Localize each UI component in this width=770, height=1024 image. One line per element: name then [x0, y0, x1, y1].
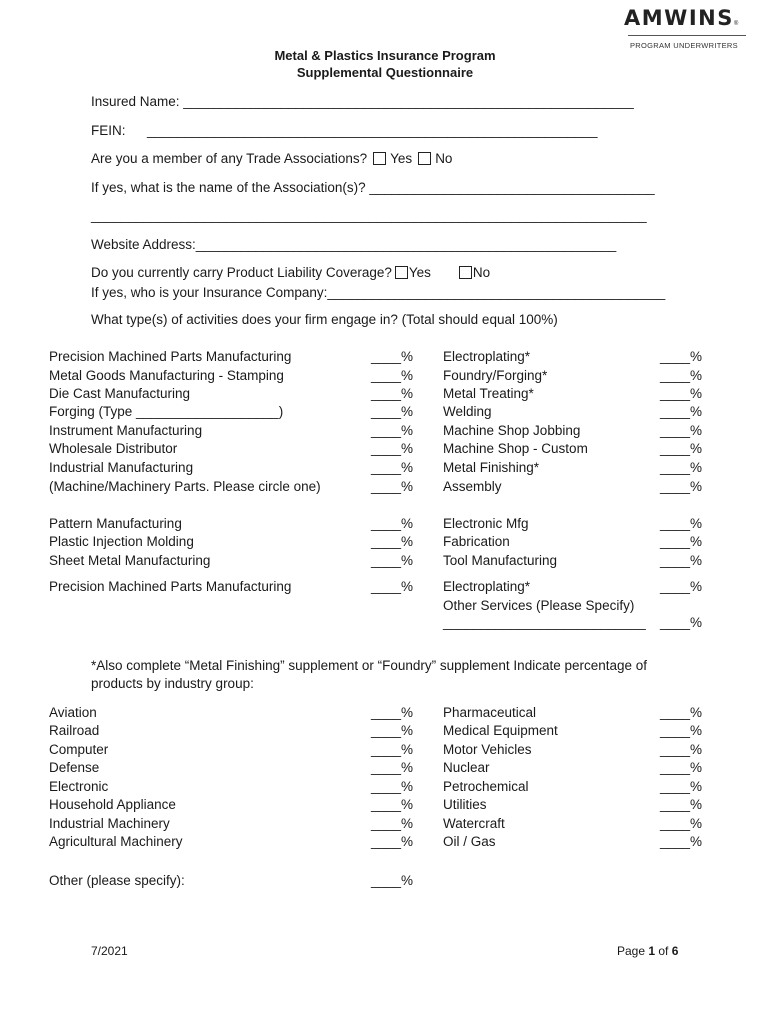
- supplement-note-line2: products by industry group:: [91, 676, 254, 691]
- product-liability-question: [91, 265, 490, 280]
- activity-label: Assembly: [443, 479, 502, 494]
- fein-label: FEIN:: [91, 123, 126, 138]
- activities-question: What type(s) of activities does your firm engage in? (Total should equal 100%): [91, 312, 558, 327]
- activity-label: Fabrication: [443, 534, 510, 549]
- industry-label: Pharmaceutical: [443, 705, 537, 720]
- percent-field[interactable]: ____%: [371, 797, 414, 812]
- percent-field[interactable]: ____%: [660, 553, 703, 568]
- industry-label: Oil / Gas: [443, 834, 496, 849]
- percent-field[interactable]: ____%: [371, 873, 414, 888]
- percent-field[interactable]: ____%: [660, 404, 703, 419]
- industry-label: Household Appliance: [49, 797, 176, 812]
- industry-label: Agricultural Machinery: [49, 834, 183, 849]
- percent-field[interactable]: ____%: [660, 479, 703, 494]
- percent-field[interactable]: ____%: [371, 760, 414, 775]
- trade-association-label: Are you a member of any Trade Associations?: [91, 151, 368, 166]
- trade-no-checkbox[interactable]: [418, 152, 431, 165]
- activity-label: Electronic Mfg: [443, 516, 529, 531]
- percent-field[interactable]: ____%: [371, 553, 414, 568]
- page-of: of: [655, 944, 672, 958]
- percent-field[interactable]: ____%: [660, 779, 703, 794]
- percent-field[interactable]: ____%: [371, 742, 414, 757]
- activity-label: Tool Manufacturing: [443, 553, 558, 568]
- activity-label: Die Cast Manufacturing: [49, 386, 191, 401]
- percent-field[interactable]: ____%: [660, 705, 703, 720]
- percent-field[interactable]: ____%: [660, 615, 703, 630]
- activity-label: Machine Shop - Custom: [443, 441, 588, 456]
- percent-field[interactable]: ____%: [660, 816, 703, 831]
- website-field[interactable]: Website Address:________________________________________________________: [91, 237, 617, 252]
- liability-yes-label: Yes: [408, 265, 431, 280]
- association-name-field[interactable]: If yes, what is the name of the Association(s)? ______________________________________: [91, 180, 655, 195]
- industry-label: Nuclear: [443, 760, 490, 775]
- percent-field[interactable]: ____%: [660, 579, 703, 594]
- fein-field[interactable]: ____________________________________________________________: [147, 123, 598, 138]
- percent-field[interactable]: ____%: [371, 534, 414, 549]
- percent-field[interactable]: ____%: [371, 779, 414, 794]
- amwins-logo: [624, 6, 738, 30]
- activity-label: Sheet Metal Manufacturing: [49, 553, 211, 568]
- percent-field[interactable]: ____%: [371, 579, 414, 594]
- percent-field[interactable]: ____%: [371, 423, 414, 438]
- industry-label: Defense: [49, 760, 100, 775]
- page-subtitle: Supplemental Questionnaire: [296, 65, 474, 80]
- percent-field[interactable]: ____%: [371, 516, 414, 531]
- logo-wordmark: AMWINS: [624, 6, 734, 30]
- trade-yes-checkbox[interactable]: [373, 152, 386, 165]
- percent-field[interactable]: ____%: [660, 834, 703, 849]
- activity-label: Wholesale Distributor: [49, 441, 178, 456]
- liability-no-checkbox[interactable]: [459, 266, 472, 279]
- other-industry-label: Other (please specify):: [49, 873, 185, 888]
- other-services-field[interactable]: ___________________________: [443, 615, 646, 630]
- liability-no-label: No: [472, 265, 491, 280]
- activity-label: Foundry/Forging*: [443, 368, 548, 383]
- liability-yes-checkbox[interactable]: [395, 266, 408, 279]
- activity-label: Metal Goods Manufacturing - Stamping: [49, 368, 284, 383]
- supplement-note: *Also complete “Metal Finishing” supplement or “Foundry” supplement Indicate percentage of: [91, 658, 648, 673]
- percent-field[interactable]: ____%: [371, 460, 414, 475]
- percent-field[interactable]: ____%: [371, 834, 414, 849]
- footer-date: 7/2021: [91, 944, 128, 958]
- insured-name-field[interactable]: Insured Name: ____________________________________________________________: [91, 94, 634, 109]
- percent-field[interactable]: ____%: [660, 349, 703, 364]
- industry-label: Watercraft: [443, 816, 505, 831]
- trade-yes-label: Yes: [390, 151, 413, 166]
- activity-label: Forging (Type ___________________): [49, 404, 284, 419]
- activity-label: Electroplating*: [443, 349, 531, 364]
- percent-field[interactable]: ____%: [371, 816, 414, 831]
- logo-subtitle: PROGRAM UNDERWRITERS: [630, 41, 738, 50]
- page-prefix: Page: [617, 944, 649, 958]
- percent-field[interactable]: ____%: [660, 423, 703, 438]
- activity-label: Electroplating*: [443, 579, 531, 594]
- industry-label: Petrochemical: [443, 779, 529, 794]
- percent-field[interactable]: ____%: [371, 368, 414, 383]
- percent-field[interactable]: ____%: [660, 368, 703, 383]
- other-services-label: Other Services (Please Specify): [443, 598, 635, 613]
- industry-label: Railroad: [49, 723, 100, 738]
- percent-field[interactable]: ____%: [371, 705, 414, 720]
- industry-label: Electronic: [49, 779, 109, 794]
- percent-field[interactable]: ____%: [371, 479, 414, 494]
- product-liability-label: Do you currently carry Product Liability Coverage?: [91, 265, 392, 280]
- percent-field[interactable]: ____%: [660, 797, 703, 812]
- activity-label: Machine Shop Jobbing: [443, 423, 581, 438]
- page-number: [617, 944, 678, 958]
- percent-field[interactable]: ____%: [371, 723, 414, 738]
- association-name-line2[interactable]: __________________________________________________________________________: [91, 208, 647, 223]
- trade-no-label: No: [435, 151, 453, 166]
- page-title: Metal & Plastics Insurance Program: [274, 48, 496, 63]
- page-total: 6: [671, 944, 679, 958]
- industry-label: Aviation: [49, 705, 97, 720]
- percent-field[interactable]: ____%: [660, 516, 703, 531]
- percent-field[interactable]: ____%: [660, 760, 703, 775]
- activity-label: (Machine/Machinery Parts. Please circle one): [49, 479, 321, 494]
- industry-label: Medical Equipment: [443, 723, 558, 738]
- percent-field[interactable]: ____%: [371, 349, 414, 364]
- logo-divider: [628, 35, 746, 36]
- percent-field[interactable]: ____%: [660, 742, 703, 757]
- activity-label: Industrial Manufacturing: [49, 460, 194, 475]
- logo-trademark: ®: [733, 21, 739, 27]
- activity-label: Welding: [443, 404, 492, 419]
- percent-field[interactable]: ____%: [371, 386, 414, 401]
- activity-label: Precision Machined Parts Manufacturing: [49, 579, 292, 594]
- percent-field[interactable]: ____%: [660, 534, 703, 549]
- percent-field[interactable]: ____%: [660, 386, 703, 401]
- activity-label: Pattern Manufacturing: [49, 516, 182, 531]
- activity-label: Instrument Manufacturing: [49, 423, 203, 438]
- activity-label: Metal Treating*: [443, 386, 534, 401]
- industry-label: Industrial Machinery: [49, 816, 170, 831]
- insurance-company-field[interactable]: If yes, who is your Insurance Company:_____________________________________________: [91, 285, 666, 300]
- industry-label: Utilities: [443, 797, 487, 812]
- page-current: 1: [648, 944, 656, 958]
- percent-field[interactable]: ____%: [371, 404, 414, 419]
- percent-field[interactable]: ____%: [371, 441, 414, 456]
- trade-association-question: [91, 151, 452, 166]
- industry-label: Motor Vehicles: [443, 742, 532, 757]
- activity-label: Precision Machined Parts Manufacturing: [49, 349, 292, 364]
- activity-label: Metal Finishing*: [443, 460, 540, 475]
- percent-field[interactable]: ____%: [660, 441, 703, 456]
- industry-label: Computer: [49, 742, 109, 757]
- percent-field[interactable]: ____%: [660, 460, 703, 475]
- percent-field[interactable]: ____%: [660, 723, 703, 738]
- activity-label: Plastic Injection Molding: [49, 534, 194, 549]
